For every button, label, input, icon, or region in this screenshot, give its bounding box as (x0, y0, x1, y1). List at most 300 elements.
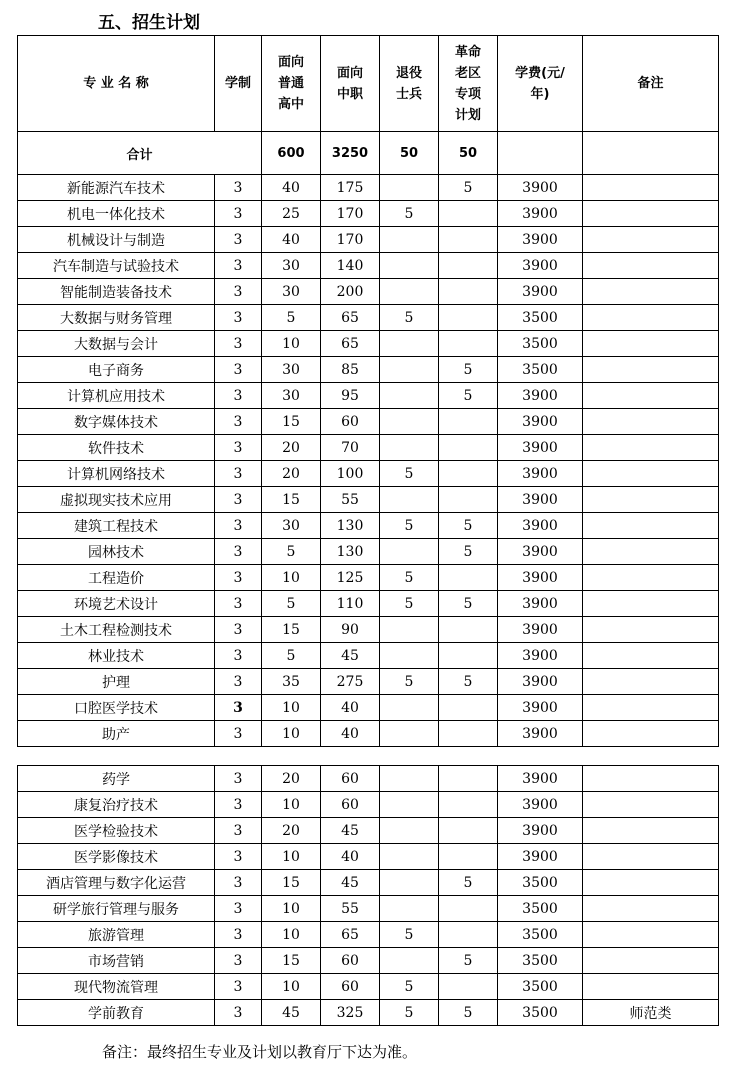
cell-major-name: 土木工程检测技术 (18, 617, 215, 643)
cell-major-name: 新能源汽车技术 (18, 175, 215, 201)
cell-fee: 3900 (498, 565, 583, 591)
cell-zhongzhi: 45 (321, 818, 380, 844)
cell-fee: 3500 (498, 948, 583, 974)
cell-remark (583, 818, 719, 844)
cell-remark (583, 227, 719, 253)
enrollment-table-continued (17, 765, 719, 1026)
cell-fee: 3900 (498, 383, 583, 409)
cell-tuiyi (380, 487, 439, 513)
total-fee (498, 132, 583, 175)
cell-fee: 3900 (498, 818, 583, 844)
cell-geming (439, 331, 498, 357)
cell-zhongzhi: 45 (321, 643, 380, 669)
cell-zhongzhi: 275 (321, 669, 380, 695)
cell-zhongzhi: 55 (321, 487, 380, 513)
cell-major-name: 医学检验技术 (18, 818, 215, 844)
cell-geming: 5 (439, 948, 498, 974)
cell-geming (439, 435, 498, 461)
table-row (18, 844, 719, 870)
cell-tuiyi (380, 844, 439, 870)
cell-fee: 3500 (498, 870, 583, 896)
cell-years: 3 (215, 948, 262, 974)
cell-major-name: 口腔医学技术 (18, 695, 215, 721)
cell-tuiyi: 5 (380, 565, 439, 591)
cell-zhongzhi: 170 (321, 227, 380, 253)
cell-fee: 3900 (498, 253, 583, 279)
cell-fee: 3500 (498, 1000, 583, 1026)
cell-gaozhong: 30 (262, 357, 321, 383)
table-row (18, 766, 719, 792)
cell-tuiyi (380, 331, 439, 357)
cell-remark (583, 539, 719, 565)
cell-fee: 3900 (498, 175, 583, 201)
cell-years: 3 (215, 279, 262, 305)
cell-zhongzhi: 200 (321, 279, 380, 305)
cell-major-name: 研学旅行管理与服务 (18, 896, 215, 922)
cell-zhongzhi: 40 (321, 695, 380, 721)
cell-major-name: 学前教育 (18, 1000, 215, 1026)
table-row (18, 896, 719, 922)
cell-remark (583, 305, 719, 331)
table-row (18, 695, 719, 721)
table-row (18, 357, 719, 383)
cell-zhongzhi: 65 (321, 305, 380, 331)
cell-geming (439, 253, 498, 279)
cell-zhongzhi: 100 (321, 461, 380, 487)
cell-years: 3 (215, 487, 262, 513)
cell-years: 3 (215, 721, 262, 747)
cell-tuiyi (380, 695, 439, 721)
cell-zhongzhi: 60 (321, 792, 380, 818)
cell-zhongzhi: 55 (321, 896, 380, 922)
cell-remark (583, 357, 719, 383)
cell-zhongzhi: 130 (321, 513, 380, 539)
total-remark (583, 132, 719, 175)
cell-zhongzhi: 95 (321, 383, 380, 409)
cell-major-name: 康复治疗技术 (18, 792, 215, 818)
cell-zhongzhi: 60 (321, 974, 380, 1000)
cell-remark (583, 409, 719, 435)
cell-tuiyi (380, 721, 439, 747)
cell-gaozhong: 15 (262, 487, 321, 513)
cell-gaozhong: 15 (262, 617, 321, 643)
cell-zhongzhi: 60 (321, 766, 380, 792)
cell-remark (583, 435, 719, 461)
cell-years: 3 (215, 175, 262, 201)
cell-tuiyi: 5 (380, 201, 439, 227)
header-tuiyi: 退役士兵 (380, 36, 439, 132)
cell-fee: 3900 (498, 766, 583, 792)
section-title: 五、招生计划 (98, 13, 200, 33)
cell-tuiyi (380, 253, 439, 279)
cell-geming (439, 896, 498, 922)
cell-gaozhong: 20 (262, 766, 321, 792)
cell-major-name: 建筑工程技术 (18, 513, 215, 539)
cell-tuiyi (380, 617, 439, 643)
cell-geming (439, 818, 498, 844)
cell-gaozhong: 25 (262, 201, 321, 227)
table-row (18, 1000, 719, 1026)
cell-gaozhong: 15 (262, 409, 321, 435)
cell-fee: 3900 (498, 409, 583, 435)
cell-gaozhong: 15 (262, 870, 321, 896)
cell-geming (439, 922, 498, 948)
table-row (18, 792, 719, 818)
table-row (18, 305, 719, 331)
header-row (18, 36, 719, 132)
table-row (18, 409, 719, 435)
cell-tuiyi: 5 (380, 922, 439, 948)
cell-gaozhong: 10 (262, 721, 321, 747)
cell-years: 3 (215, 974, 262, 1000)
cell-gaozhong: 5 (262, 643, 321, 669)
cell-fee: 3900 (498, 792, 583, 818)
cell-gaozhong: 5 (262, 591, 321, 617)
cell-gaozhong: 35 (262, 669, 321, 695)
cell-tuiyi (380, 539, 439, 565)
cell-remark (583, 844, 719, 870)
cell-geming: 5 (439, 357, 498, 383)
cell-years: 3 (215, 1000, 262, 1026)
header-name: 专 业 名 称 (18, 36, 215, 132)
table-row (18, 974, 719, 1000)
cell-years: 3 (215, 818, 262, 844)
cell-years: 3 (215, 201, 262, 227)
table-row (18, 591, 719, 617)
table-row (18, 539, 719, 565)
cell-major-name: 医学影像技术 (18, 844, 215, 870)
cell-tuiyi (380, 435, 439, 461)
cell-remark: 师范类 (583, 1000, 719, 1026)
cell-geming (439, 617, 498, 643)
cell-remark (583, 565, 719, 591)
cell-gaozhong: 20 (262, 818, 321, 844)
cell-fee: 3900 (498, 513, 583, 539)
cell-fee: 3900 (498, 643, 583, 669)
cell-remark (583, 974, 719, 1000)
cell-zhongzhi: 90 (321, 617, 380, 643)
cell-tuiyi: 5 (380, 305, 439, 331)
cell-major-name: 机电一体化技术 (18, 201, 215, 227)
cell-gaozhong: 40 (262, 227, 321, 253)
cell-remark (583, 253, 719, 279)
cell-zhongzhi: 130 (321, 539, 380, 565)
table-row (18, 565, 719, 591)
cell-major-name: 药学 (18, 766, 215, 792)
cell-years: 3 (215, 305, 262, 331)
cell-remark (583, 331, 719, 357)
cell-years: 3 (215, 792, 262, 818)
cell-gaozhong: 5 (262, 305, 321, 331)
cell-tuiyi (380, 175, 439, 201)
cell-remark (583, 487, 719, 513)
cell-zhongzhi: 125 (321, 565, 380, 591)
total-label: 合计 (18, 132, 262, 175)
cell-fee: 3900 (498, 435, 583, 461)
cell-fee: 3900 (498, 279, 583, 305)
cell-remark (583, 643, 719, 669)
footnote: 备注：最终招生专业及计划以教育厅下达为准。 (102, 1043, 418, 1061)
cell-gaozhong: 10 (262, 922, 321, 948)
table-row (18, 331, 719, 357)
cell-zhongzhi: 175 (321, 175, 380, 201)
cell-zhongzhi: 140 (321, 253, 380, 279)
cell-geming (439, 721, 498, 747)
cell-fee: 3900 (498, 227, 583, 253)
header-years: 学制 (215, 36, 262, 132)
cell-geming: 5 (439, 1000, 498, 1026)
cell-tuiyi (380, 948, 439, 974)
cell-tuiyi (380, 792, 439, 818)
cell-remark (583, 721, 719, 747)
cell-major-name: 计算机应用技术 (18, 383, 215, 409)
cell-geming (439, 279, 498, 305)
cell-major-name: 旅游管理 (18, 922, 215, 948)
cell-zhongzhi: 45 (321, 870, 380, 896)
cell-remark (583, 279, 719, 305)
cell-geming: 5 (439, 539, 498, 565)
cell-remark (583, 766, 719, 792)
table-row (18, 435, 719, 461)
table-row (18, 643, 719, 669)
cell-gaozhong: 10 (262, 565, 321, 591)
cell-gaozhong: 40 (262, 175, 321, 201)
cell-zhongzhi: 40 (321, 844, 380, 870)
enrollment-table (17, 35, 719, 747)
cell-gaozhong: 10 (262, 844, 321, 870)
cell-fee: 3500 (498, 305, 583, 331)
cell-zhongzhi: 60 (321, 409, 380, 435)
cell-major-name: 工程造价 (18, 565, 215, 591)
cell-geming: 5 (439, 669, 498, 695)
cell-geming (439, 409, 498, 435)
cell-major-name: 软件技术 (18, 435, 215, 461)
cell-fee: 3900 (498, 669, 583, 695)
cell-remark (583, 922, 719, 948)
cell-major-name: 大数据与会计 (18, 331, 215, 357)
cell-gaozhong: 15 (262, 948, 321, 974)
cell-tuiyi (380, 409, 439, 435)
cell-geming (439, 766, 498, 792)
header-zhongzhi: 面向中职 (321, 36, 380, 132)
cell-fee: 3900 (498, 487, 583, 513)
cell-geming (439, 227, 498, 253)
cell-fee: 3500 (498, 922, 583, 948)
cell-years: 3 (215, 669, 262, 695)
total-gaozhong: 600 (262, 132, 321, 175)
cell-years: 3 (215, 695, 262, 721)
cell-years: 3 (215, 357, 262, 383)
table-row (18, 487, 719, 513)
cell-remark (583, 513, 719, 539)
cell-years: 3 (215, 766, 262, 792)
cell-fee: 3900 (498, 695, 583, 721)
cell-gaozhong: 10 (262, 974, 321, 1000)
cell-tuiyi (380, 896, 439, 922)
cell-years: 3 (215, 331, 262, 357)
cell-fee: 3500 (498, 974, 583, 1000)
cell-tuiyi: 5 (380, 461, 439, 487)
cell-remark (583, 461, 719, 487)
header-geming: 革命老区专项计划 (439, 36, 498, 132)
total-geming: 50 (439, 132, 498, 175)
cell-gaozhong: 5 (262, 539, 321, 565)
cell-years: 3 (215, 922, 262, 948)
cell-remark (583, 792, 719, 818)
cell-geming (439, 201, 498, 227)
cell-fee: 3500 (498, 357, 583, 383)
cell-tuiyi: 5 (380, 591, 439, 617)
cell-major-name: 大数据与财务管理 (18, 305, 215, 331)
table-row (18, 175, 719, 201)
cell-major-name: 园林技术 (18, 539, 215, 565)
cell-remark (583, 201, 719, 227)
table-row (18, 948, 719, 974)
cell-years: 3 (215, 591, 262, 617)
cell-geming: 5 (439, 513, 498, 539)
total-zhongzhi: 3250 (321, 132, 380, 175)
cell-zhongzhi: 60 (321, 948, 380, 974)
cell-major-name: 现代物流管理 (18, 974, 215, 1000)
cell-major-name: 林业技术 (18, 643, 215, 669)
cell-fee: 3500 (498, 331, 583, 357)
table-row (18, 227, 719, 253)
cell-remark (583, 175, 719, 201)
cell-zhongzhi: 40 (321, 721, 380, 747)
cell-fee: 3900 (498, 844, 583, 870)
cell-remark (583, 383, 719, 409)
cell-years: 3 (215, 844, 262, 870)
header-fee: 学费(元/年) (498, 36, 583, 132)
cell-tuiyi (380, 227, 439, 253)
cell-geming: 5 (439, 175, 498, 201)
cell-fee: 3900 (498, 721, 583, 747)
table-row (18, 201, 719, 227)
cell-geming (439, 643, 498, 669)
cell-zhongzhi: 70 (321, 435, 380, 461)
header-gaozhong: 面向普通高中 (262, 36, 321, 132)
cell-fee: 3900 (498, 539, 583, 565)
cell-gaozhong: 30 (262, 383, 321, 409)
cell-years: 3 (215, 435, 262, 461)
table-row (18, 461, 719, 487)
cell-geming (439, 461, 498, 487)
cell-gaozhong: 30 (262, 253, 321, 279)
cell-major-name: 汽车制造与试验技术 (18, 253, 215, 279)
cell-years: 3 (215, 539, 262, 565)
cell-gaozhong: 10 (262, 331, 321, 357)
table-row (18, 253, 719, 279)
total-row (18, 132, 719, 175)
table-row (18, 721, 719, 747)
cell-major-name: 环境艺术设计 (18, 591, 215, 617)
cell-geming (439, 305, 498, 331)
cell-remark (583, 591, 719, 617)
cell-zhongzhi: 325 (321, 1000, 380, 1026)
cell-years: 3 (215, 253, 262, 279)
table-row (18, 922, 719, 948)
cell-zhongzhi: 110 (321, 591, 380, 617)
cell-major-name: 智能制造装备技术 (18, 279, 215, 305)
cell-tuiyi (380, 279, 439, 305)
cell-major-name: 虚拟现实技术应用 (18, 487, 215, 513)
cell-years: 3 (215, 513, 262, 539)
cell-geming (439, 844, 498, 870)
cell-years: 3 (215, 617, 262, 643)
cell-gaozhong: 10 (262, 695, 321, 721)
cell-fee: 3900 (498, 201, 583, 227)
cell-tuiyi: 5 (380, 669, 439, 695)
cell-major-name: 助产 (18, 721, 215, 747)
cell-zhongzhi: 170 (321, 201, 380, 227)
cell-years: 3 (215, 227, 262, 253)
cell-remark (583, 870, 719, 896)
cell-major-name: 市场营销 (18, 948, 215, 974)
cell-geming (439, 487, 498, 513)
cell-tuiyi (380, 870, 439, 896)
cell-major-name: 电子商务 (18, 357, 215, 383)
cell-remark (583, 617, 719, 643)
table-row (18, 617, 719, 643)
cell-years: 3 (215, 461, 262, 487)
cell-fee: 3900 (498, 591, 583, 617)
cell-fee: 3500 (498, 896, 583, 922)
cell-tuiyi (380, 383, 439, 409)
cell-zhongzhi: 65 (321, 922, 380, 948)
cell-gaozhong: 10 (262, 896, 321, 922)
cell-gaozhong: 30 (262, 513, 321, 539)
cell-remark (583, 669, 719, 695)
table-row (18, 870, 719, 896)
header-remark: 备注 (583, 36, 719, 132)
cell-geming (439, 974, 498, 1000)
cell-years: 3 (215, 643, 262, 669)
cell-years: 3 (215, 409, 262, 435)
cell-gaozhong: 20 (262, 461, 321, 487)
cell-remark (583, 695, 719, 721)
cell-tuiyi (380, 357, 439, 383)
cell-geming: 5 (439, 591, 498, 617)
cell-years: 3 (215, 896, 262, 922)
total-tuiyi: 50 (380, 132, 439, 175)
cell-fee: 3900 (498, 461, 583, 487)
cell-tuiyi (380, 766, 439, 792)
cell-remark (583, 896, 719, 922)
cell-geming: 5 (439, 870, 498, 896)
cell-major-name: 护理 (18, 669, 215, 695)
cell-major-name: 机械设计与制造 (18, 227, 215, 253)
cell-years: 3 (215, 383, 262, 409)
cell-major-name: 计算机网络技术 (18, 461, 215, 487)
table-row (18, 818, 719, 844)
cell-tuiyi: 5 (380, 1000, 439, 1026)
cell-gaozhong: 30 (262, 279, 321, 305)
cell-tuiyi (380, 818, 439, 844)
cell-gaozhong: 20 (262, 435, 321, 461)
table-row (18, 513, 719, 539)
cell-major-name: 酒店管理与数字化运营 (18, 870, 215, 896)
table-row (18, 669, 719, 695)
table-row (18, 279, 719, 305)
cell-zhongzhi: 85 (321, 357, 380, 383)
cell-gaozhong: 45 (262, 1000, 321, 1026)
cell-major-name: 数字媒体技术 (18, 409, 215, 435)
cell-remark (583, 948, 719, 974)
cell-tuiyi (380, 643, 439, 669)
cell-gaozhong: 10 (262, 792, 321, 818)
cell-tuiyi: 5 (380, 974, 439, 1000)
cell-geming (439, 792, 498, 818)
